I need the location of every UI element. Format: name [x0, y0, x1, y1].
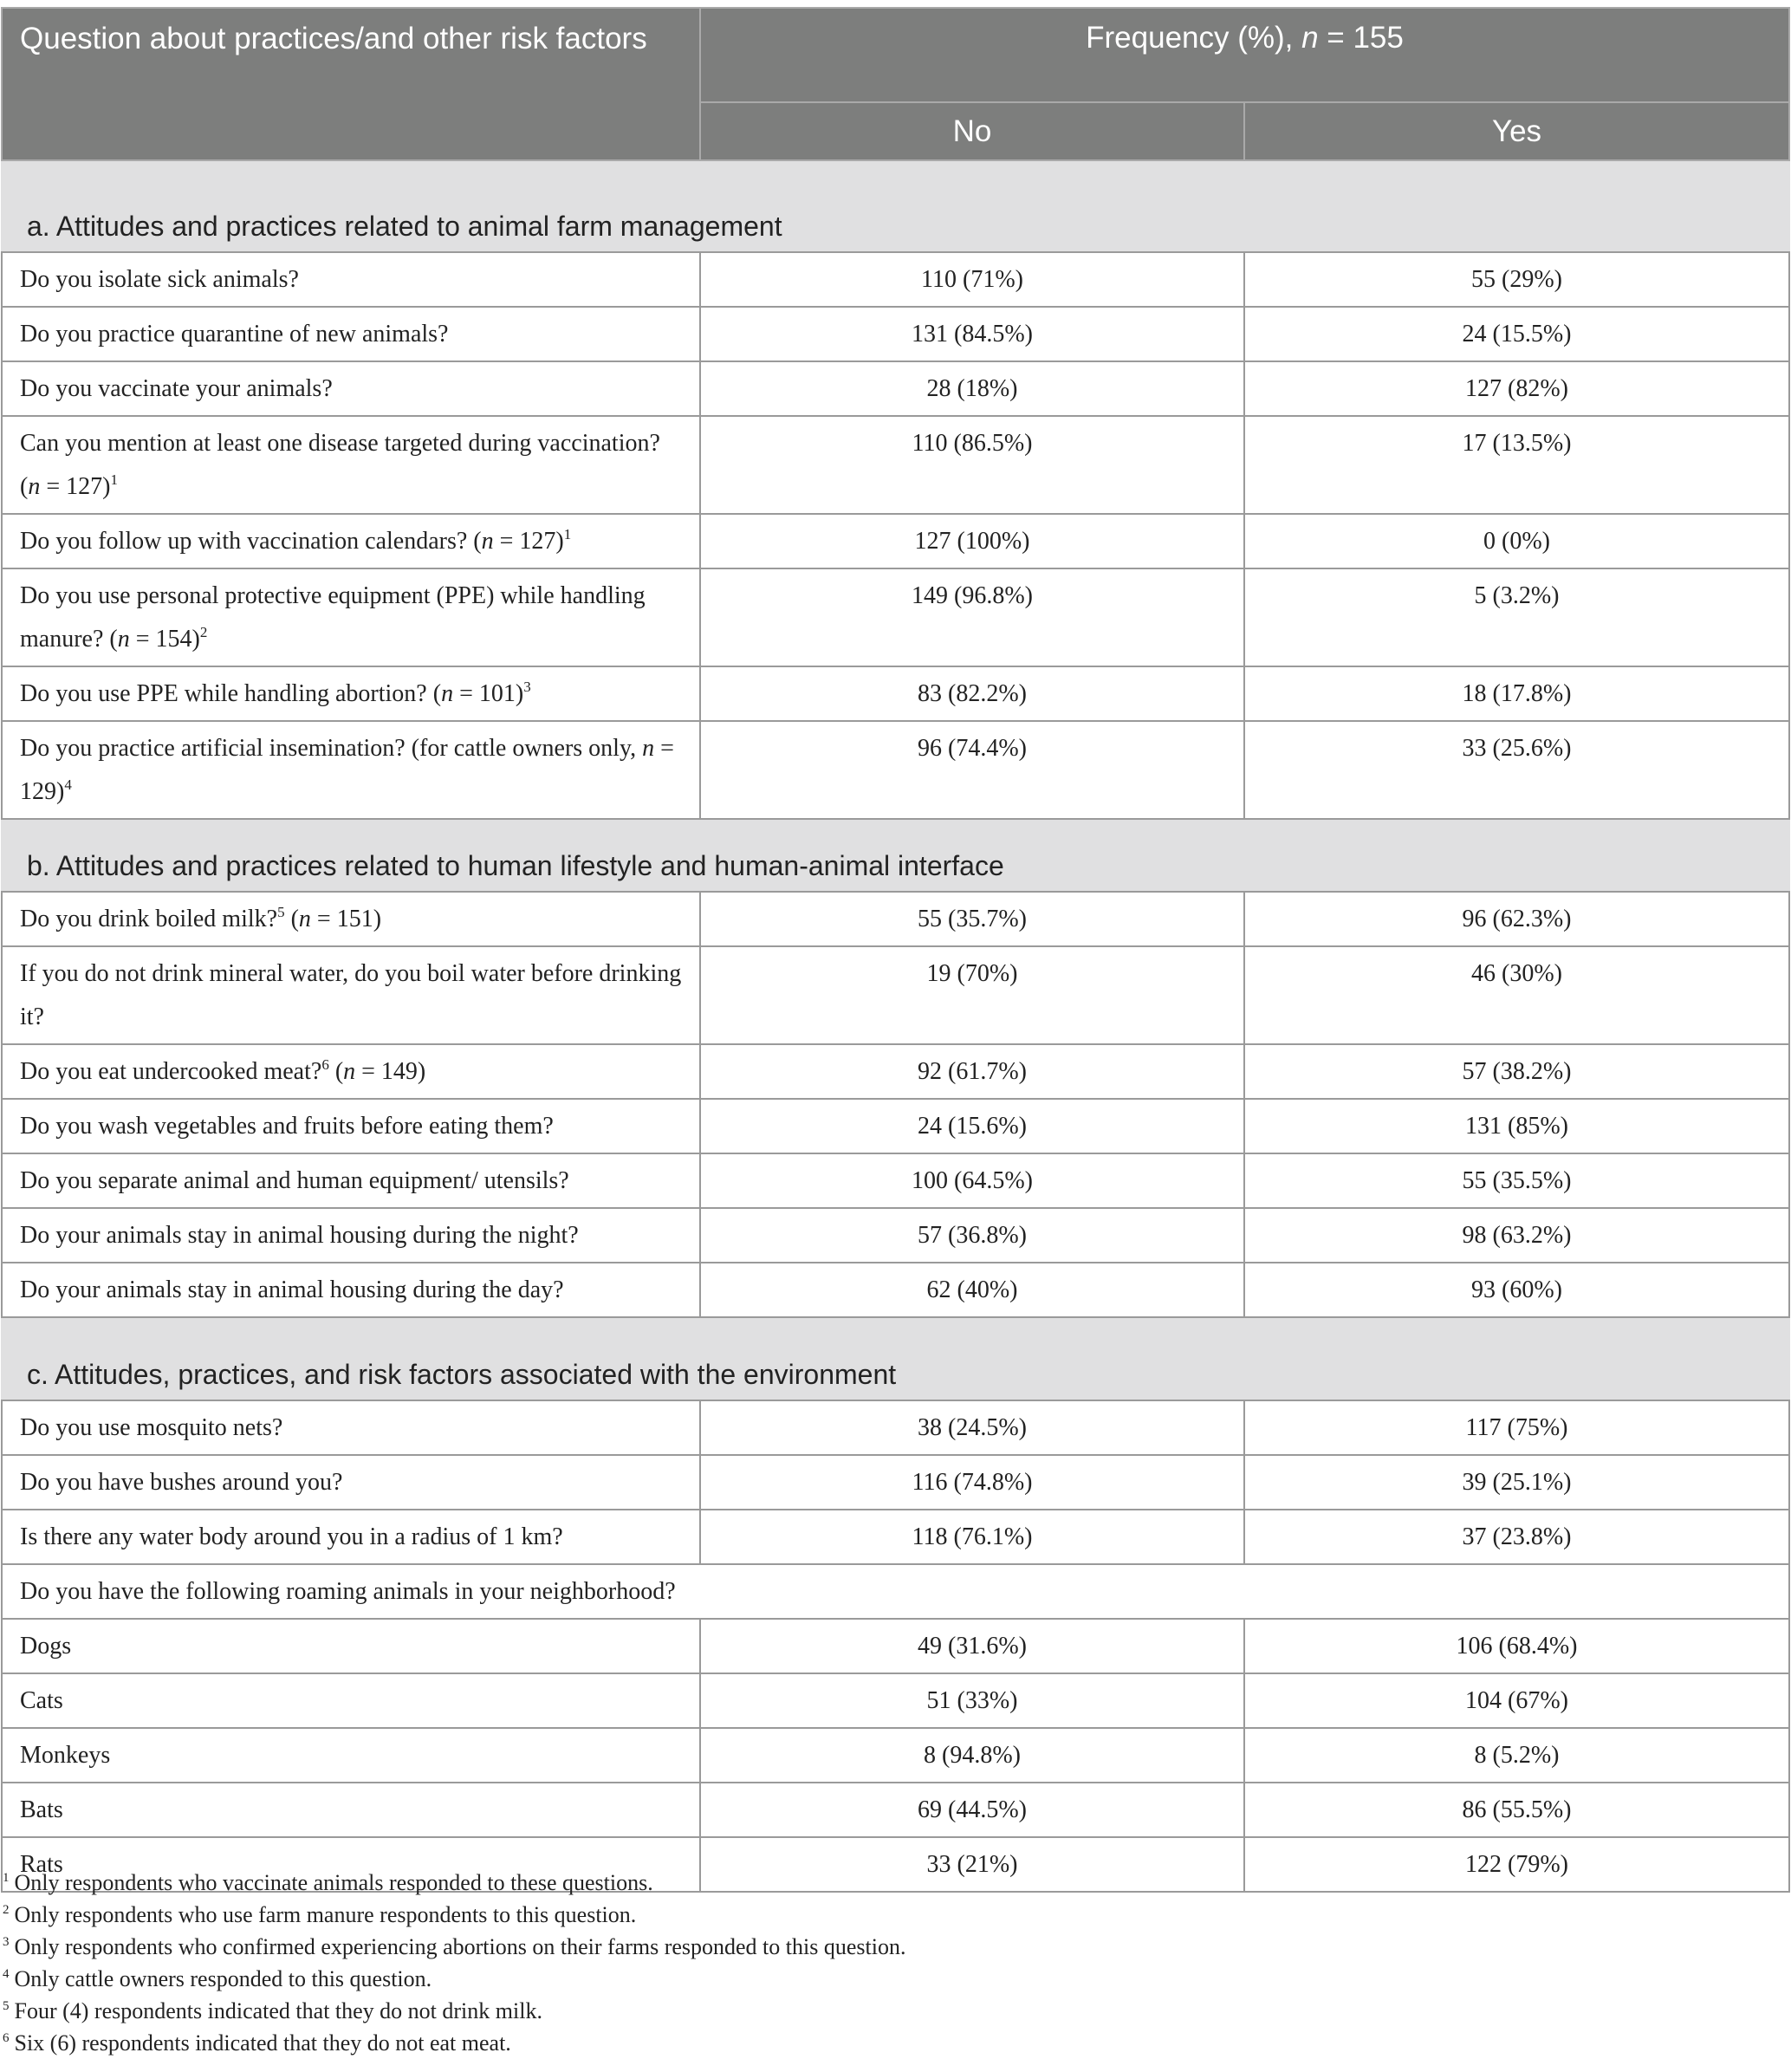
footnote-text: Four (4) respondents indicated that they do not drink milk.	[14, 1998, 542, 2023]
table-row	[2, 1564, 1789, 1619]
no-value-cell: 118 (76.1%)	[700, 1510, 1244, 1564]
question-text: Do you separate animal and human equipment/ utensils?	[20, 1167, 569, 1194]
no-value-cell: 51 (33%)	[700, 1673, 1244, 1728]
footnote-mark: 2	[3, 1903, 10, 1917]
question-text: Do you eat undercooked meat?	[20, 1058, 322, 1085]
table-header	[2, 8, 1789, 160]
no-value-cell: 69 (44.5%)	[700, 1783, 1244, 1837]
question-cell	[2, 721, 700, 819]
yes-value-cell: 39 (25.1%)	[1244, 1455, 1789, 1510]
section-header-row	[2, 1317, 1789, 1400]
table-row	[2, 416, 1789, 514]
footnote-text: Only respondents who use farm manure respondents to this question.	[14, 1902, 637, 1927]
yes-value-cell: 104 (67%)	[1244, 1673, 1789, 1728]
footnotes	[3, 1867, 905, 2059]
question-text: Do your animals stay in animal housing during the night?	[20, 1222, 579, 1249]
footnote	[3, 1931, 905, 1963]
frequency-n-symbol: n	[1301, 21, 1319, 55]
question-text: Do you use mosquito nets?	[20, 1414, 283, 1441]
question-text: Monkeys	[20, 1742, 111, 1769]
footnote	[3, 2027, 905, 2059]
question-text: = 101)	[453, 680, 524, 707]
footnote-mark: 5	[3, 1999, 10, 2013]
table-row	[2, 1400, 1789, 1455]
n-symbol: n	[298, 906, 311, 932]
footnote-marker: 5	[277, 904, 285, 920]
footnote-marker: 1	[110, 471, 118, 488]
question-text: Bats	[20, 1796, 63, 1823]
question-text: If you do not drink mineral water, do you boil water before drinking it?	[20, 960, 682, 1030]
question-text: Do you practice artificial insemination? (for cattle owners only,	[20, 735, 643, 762]
question-cell	[2, 1564, 1789, 1619]
frequency-n-value: = 155	[1318, 21, 1404, 55]
table-row	[2, 1619, 1789, 1673]
yes-value-cell: 37 (23.8%)	[1244, 1510, 1789, 1564]
question-text: Do you isolate sick animals?	[20, 266, 299, 293]
question-text: Do you drink boiled milk?	[20, 906, 278, 932]
yes-value-cell: 131 (85%)	[1244, 1099, 1789, 1153]
table-row	[2, 666, 1789, 721]
table-body	[2, 160, 1789, 1892]
section-title: a. Attitudes and practices related to animal farm management	[2, 160, 1789, 252]
footnote-marker: 4	[64, 776, 72, 793]
n-symbol: n	[642, 735, 655, 762]
table-row	[2, 1455, 1789, 1510]
question-text: = 151)	[310, 906, 382, 932]
question-cell	[2, 514, 700, 568]
table-row	[2, 1208, 1789, 1263]
no-value-cell: 8 (94.8%)	[700, 1728, 1244, 1783]
no-value-cell: 127 (100%)	[700, 514, 1244, 568]
yes-value-cell: 0 (0%)	[1244, 514, 1789, 568]
footnote-marker: 6	[321, 1056, 329, 1073]
question-text: Do you wash vegetables and fruits before eating them?	[20, 1113, 554, 1140]
question-cell	[2, 1400, 700, 1455]
question-cell	[2, 416, 700, 514]
footnote-marker: 2	[199, 624, 208, 640]
no-value-cell: 57 (36.8%)	[700, 1208, 1244, 1263]
question-cell	[2, 892, 700, 946]
question-text: Rats	[20, 1851, 63, 1878]
no-value-cell: 33 (21%)	[700, 1837, 1244, 1892]
footnote	[3, 1899, 905, 1931]
yes-value-cell: 98 (63.2%)	[1244, 1208, 1789, 1263]
no-value-cell: 131 (84.5%)	[700, 307, 1244, 361]
no-value-cell: 19 (70%)	[700, 946, 1244, 1044]
table-row	[2, 1153, 1789, 1208]
question-text: Can you mention at least one disease targeted during vaccination? (	[20, 430, 660, 500]
yes-value-cell: 18 (17.8%)	[1244, 666, 1789, 721]
question-cell	[2, 1510, 700, 1564]
no-value-cell: 83 (82.2%)	[700, 666, 1244, 721]
table-row	[2, 1044, 1789, 1099]
yes-value-cell: 55 (29%)	[1244, 252, 1789, 307]
section-header-row	[2, 160, 1789, 252]
table-row	[2, 1263, 1789, 1317]
question-column-header: Question about practices/and other risk factors	[2, 8, 700, 160]
question-text: Do you have the following roaming animals in your neighborhood?	[20, 1578, 676, 1605]
question-cell	[2, 568, 700, 666]
footnote-text: Only cattle owners responded to this question.	[14, 1966, 432, 1991]
table-row	[2, 514, 1789, 568]
section-title: b. Attitudes and practices related to human lifestyle and human-animal interface	[2, 819, 1789, 892]
question-text: Do you use PPE while handling abortion? (	[20, 680, 442, 707]
n-symbol: n	[117, 626, 130, 653]
question-text: = 129)	[20, 735, 674, 805]
footnote-text: Only respondents who confirmed experiencing abortions on their farms responded to this question.	[14, 1934, 906, 1959]
question-cell	[2, 946, 700, 1044]
n-symbol: n	[343, 1058, 356, 1085]
question-cell	[2, 1728, 700, 1783]
footnote-mark: 1	[3, 1871, 10, 1885]
table-row	[2, 1783, 1789, 1837]
yes-value-cell: 17 (13.5%)	[1244, 416, 1789, 514]
no-value-cell: 62 (40%)	[700, 1263, 1244, 1317]
question-text: Dogs	[20, 1633, 72, 1660]
question-cell	[2, 307, 700, 361]
question-cell	[2, 1783, 700, 1837]
table-row	[2, 252, 1789, 307]
question-text: = 154)	[129, 626, 200, 653]
footnote-text: Only respondents who vaccinate animals responded to these questions.	[14, 1870, 653, 1895]
section-header-row	[2, 819, 1789, 892]
yes-value-cell: 8 (5.2%)	[1244, 1728, 1789, 1783]
question-cell	[2, 1208, 700, 1263]
no-value-cell: 149 (96.8%)	[700, 568, 1244, 666]
question-text: Is there any water body around you in a radius of 1 km?	[20, 1523, 563, 1550]
yes-value-cell: 5 (3.2%)	[1244, 568, 1789, 666]
n-symbol: n	[481, 528, 494, 555]
table-row	[2, 307, 1789, 361]
no-value-cell: 24 (15.6%)	[700, 1099, 1244, 1153]
n-symbol: n	[28, 473, 41, 500]
no-value-cell: 92 (61.7%)	[700, 1044, 1244, 1099]
question-cell	[2, 1619, 700, 1673]
question-text: Do you vaccinate your animals?	[20, 375, 333, 402]
table-row	[2, 568, 1789, 666]
frequency-column-header	[700, 8, 1789, 102]
question-text: (	[284, 906, 299, 932]
yes-value-cell: 106 (68.4%)	[1244, 1619, 1789, 1673]
question-cell	[2, 252, 700, 307]
question-cell	[2, 1153, 700, 1208]
question-cell	[2, 1044, 700, 1099]
footnote	[3, 1867, 905, 1899]
footnote-text: Six (6) respondents indicated that they do not eat meat.	[14, 2030, 511, 2056]
n-symbol: n	[441, 680, 454, 707]
footnote-marker: 3	[523, 679, 531, 695]
no-value-cell: 55 (35.7%)	[700, 892, 1244, 946]
question-cell	[2, 666, 700, 721]
no-value-cell: 116 (74.8%)	[700, 1455, 1244, 1510]
question-text: = 127)	[493, 528, 564, 555]
no-value-cell: 110 (71%)	[700, 252, 1244, 307]
yes-column-header: Yes	[1244, 102, 1789, 160]
no-value-cell: 110 (86.5%)	[700, 416, 1244, 514]
question-cell	[2, 1099, 700, 1153]
table-row	[2, 1099, 1789, 1153]
footnote-mark: 4	[3, 1967, 10, 1981]
table-row	[2, 721, 1789, 819]
yes-value-cell: 127 (82%)	[1244, 361, 1789, 416]
footnote-mark: 6	[3, 2031, 10, 2045]
question-text: (	[328, 1058, 344, 1085]
question-cell	[2, 1263, 700, 1317]
no-value-cell: 100 (64.5%)	[700, 1153, 1244, 1208]
table-row	[2, 892, 1789, 946]
yes-value-cell: 55 (35.5%)	[1244, 1153, 1789, 1208]
section-title: c. Attitudes, practices, and risk factors associated with the environment	[2, 1317, 1789, 1400]
table-row	[2, 1728, 1789, 1783]
no-value-cell: 96 (74.4%)	[700, 721, 1244, 819]
question-text: Do you practice quarantine of new animals?	[20, 321, 449, 347]
footnote-marker: 1	[563, 526, 572, 542]
no-value-cell: 38 (24.5%)	[700, 1400, 1244, 1455]
question-text: Do you use personal protective equipment (PPE) while handling manure? (	[20, 582, 646, 653]
question-text: Cats	[20, 1687, 63, 1714]
footnote	[3, 1963, 905, 1995]
table-row	[2, 1510, 1789, 1564]
question-text: Do you follow up with vaccination calendars? (	[20, 528, 482, 555]
question-text: Do you have bushes around you?	[20, 1469, 343, 1496]
yes-value-cell: 86 (55.5%)	[1244, 1783, 1789, 1837]
question-cell	[2, 1673, 700, 1728]
yes-value-cell: 24 (15.5%)	[1244, 307, 1789, 361]
yes-value-cell: 96 (62.3%)	[1244, 892, 1789, 946]
practices-table	[1, 7, 1790, 1893]
yes-value-cell: 93 (60%)	[1244, 1263, 1789, 1317]
question-text: = 127)	[40, 473, 111, 500]
question-cell	[2, 1455, 700, 1510]
frequency-label: Frequency (%),	[1086, 21, 1302, 55]
table-row	[2, 1673, 1789, 1728]
no-column-header: No	[700, 102, 1244, 160]
table-row	[2, 361, 1789, 416]
yes-value-cell: 117 (75%)	[1244, 1400, 1789, 1455]
yes-value-cell: 122 (79%)	[1244, 1837, 1789, 1892]
yes-value-cell: 46 (30%)	[1244, 946, 1789, 1044]
yes-value-cell: 33 (25.6%)	[1244, 721, 1789, 819]
question-text: Do your animals stay in animal housing during the day?	[20, 1276, 564, 1303]
no-value-cell: 49 (31.6%)	[700, 1619, 1244, 1673]
yes-value-cell: 57 (38.2%)	[1244, 1044, 1789, 1099]
question-cell	[2, 361, 700, 416]
question-text: = 149)	[355, 1058, 426, 1085]
no-value-cell: 28 (18%)	[700, 361, 1244, 416]
footnote-mark: 3	[3, 1935, 10, 1949]
table-row	[2, 946, 1789, 1044]
footnote	[3, 1995, 905, 2027]
